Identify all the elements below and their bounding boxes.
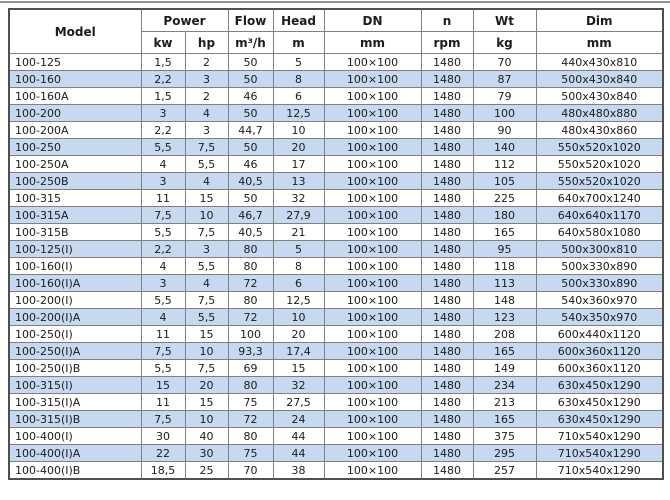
cell-dim: 480x480x880 (536, 105, 663, 122)
cell-head: 20 (273, 139, 324, 156)
cell-dim: 550x520x1020 (536, 173, 663, 190)
cell-model: 100-160(I)A (9, 275, 141, 292)
cell-flow: 80 (228, 258, 273, 275)
cell-flow: 93,3 (228, 343, 273, 360)
cell-head: 27,5 (273, 394, 324, 411)
cell-dim: 500x330x890 (536, 258, 663, 275)
cell-kg: 87 (473, 71, 536, 88)
cell-head: 27,9 (273, 207, 324, 224)
cell-kw: 7,5 (141, 411, 185, 428)
cell-dim: 550x520x1020 (536, 156, 663, 173)
table-row (9, 292, 663, 309)
cell-dim: 600x360x1120 (536, 360, 663, 377)
cell-flow: 46 (228, 156, 273, 173)
cell-dn: 100×100 (324, 292, 421, 309)
cell-dn: 100×100 (324, 411, 421, 428)
cell-dn: 100×100 (324, 462, 421, 480)
table-row (9, 360, 663, 377)
cell-kg: 165 (473, 224, 536, 241)
cell-kg: 123 (473, 309, 536, 326)
cell-head: 10 (273, 309, 324, 326)
cell-hp: 2 (185, 54, 228, 71)
cell-flow: 80 (228, 241, 273, 258)
cell-kg: 148 (473, 292, 536, 309)
header-unit-hp: hp (185, 32, 228, 54)
cell-kw: 3 (141, 105, 185, 122)
cell-kg: 213 (473, 394, 536, 411)
table-row (9, 156, 663, 173)
cell-model: 100-250(I)A (9, 343, 141, 360)
table-row (9, 462, 663, 480)
cell-kg: 180 (473, 207, 536, 224)
cell-kw: 11 (141, 394, 185, 411)
cell-kw: 4 (141, 258, 185, 275)
cell-dn: 100×100 (324, 326, 421, 343)
cell-flow: 72 (228, 411, 273, 428)
cell-hp: 10 (185, 207, 228, 224)
table-row (9, 54, 663, 71)
cell-dim: 500x430x840 (536, 88, 663, 105)
cell-flow: 72 (228, 309, 273, 326)
cell-model: 100-250(I) (9, 326, 141, 343)
header-unit-dim: mm (536, 32, 663, 54)
header-model: Model (9, 9, 141, 54)
cell-model: 100-160A (9, 88, 141, 105)
cell-flow: 44,7 (228, 122, 273, 139)
cell-dn: 100×100 (324, 445, 421, 462)
cell-rpm: 1480 (421, 173, 473, 190)
cell-kg: 208 (473, 326, 536, 343)
cell-rpm: 1480 (421, 71, 473, 88)
cell-kg: 79 (473, 88, 536, 105)
cell-kw: 5,5 (141, 292, 185, 309)
cell-rpm: 1480 (421, 105, 473, 122)
cell-model: 100-400(I)B (9, 462, 141, 480)
cell-head: 17,4 (273, 343, 324, 360)
cell-flow: 72 (228, 275, 273, 292)
cell-head: 15 (273, 360, 324, 377)
cell-kw: 1,5 (141, 54, 185, 71)
cell-flow: 50 (228, 71, 273, 88)
cell-hp: 3 (185, 71, 228, 88)
cell-head: 32 (273, 377, 324, 394)
cell-kw: 11 (141, 326, 185, 343)
header-unit-flow: m³/h (228, 32, 273, 54)
cell-dn: 100×100 (324, 309, 421, 326)
cell-model: 100-250A (9, 156, 141, 173)
cell-kg: 70 (473, 54, 536, 71)
cell-model: 100-250B (9, 173, 141, 190)
cell-hp: 30 (185, 445, 228, 462)
cell-hp: 7,5 (185, 292, 228, 309)
header-n: n (421, 9, 473, 32)
cell-model: 100-315A (9, 207, 141, 224)
cell-flow: 75 (228, 445, 273, 462)
cell-kw: 3 (141, 275, 185, 292)
cell-dn: 100×100 (324, 88, 421, 105)
header-dim: Dim (536, 9, 663, 32)
table-row (9, 275, 663, 292)
cell-head: 5 (273, 54, 324, 71)
table-row (9, 71, 663, 88)
cell-dn: 100×100 (324, 122, 421, 139)
cell-head: 38 (273, 462, 324, 480)
cell-kw: 18,5 (141, 462, 185, 480)
cell-rpm: 1480 (421, 343, 473, 360)
cell-hp: 3 (185, 122, 228, 139)
cell-head: 12,5 (273, 292, 324, 309)
cell-dim: 630x450x1290 (536, 394, 663, 411)
table-header (9, 9, 663, 54)
cell-head: 44 (273, 445, 324, 462)
cell-hp: 15 (185, 326, 228, 343)
cell-hp: 15 (185, 190, 228, 207)
header-flow: Flow (228, 9, 273, 32)
cell-kw: 15 (141, 377, 185, 394)
cell-rpm: 1480 (421, 360, 473, 377)
cell-model: 100-400(I)A (9, 445, 141, 462)
cell-head: 12,5 (273, 105, 324, 122)
cell-flow: 50 (228, 54, 273, 71)
cell-rpm: 1480 (421, 207, 473, 224)
cell-kw: 30 (141, 428, 185, 445)
cell-kw: 11 (141, 190, 185, 207)
cell-model: 100-315(I)A (9, 394, 141, 411)
table-row (9, 190, 663, 207)
cell-kg: 225 (473, 190, 536, 207)
cell-rpm: 1480 (421, 292, 473, 309)
table-row (9, 224, 663, 241)
cell-rpm: 1480 (421, 258, 473, 275)
cell-flow: 80 (228, 428, 273, 445)
cell-model: 100-250 (9, 139, 141, 156)
cell-head: 13 (273, 173, 324, 190)
table-row (9, 411, 663, 428)
cell-hp: 5,5 (185, 309, 228, 326)
cell-dim: 550x520x1020 (536, 139, 663, 156)
cell-flow: 50 (228, 139, 273, 156)
cell-kg: 118 (473, 258, 536, 275)
cell-model: 100-125 (9, 54, 141, 71)
cell-head: 8 (273, 71, 324, 88)
cell-rpm: 1480 (421, 411, 473, 428)
cell-flow: 80 (228, 292, 273, 309)
pump-spec-table (8, 8, 664, 480)
cell-model: 100-200 (9, 105, 141, 122)
cell-dn: 100×100 (324, 71, 421, 88)
cell-rpm: 1480 (421, 326, 473, 343)
cell-model: 100-315(I)B (9, 411, 141, 428)
cell-head: 8 (273, 258, 324, 275)
cell-dim: 630x450x1290 (536, 377, 663, 394)
cell-dim: 600x440x1120 (536, 326, 663, 343)
table-row (9, 326, 663, 343)
cell-kw: 5,5 (141, 224, 185, 241)
cell-head: 6 (273, 88, 324, 105)
cell-rpm: 1480 (421, 428, 473, 445)
cell-model: 100-400(I) (9, 428, 141, 445)
cell-model: 100-160(I) (9, 258, 141, 275)
cell-rpm: 1480 (421, 156, 473, 173)
cell-dim: 640x700x1240 (536, 190, 663, 207)
cell-model: 100-125(I) (9, 241, 141, 258)
table-row (9, 343, 663, 360)
cell-kw: 2,2 (141, 122, 185, 139)
cell-dn: 100×100 (324, 139, 421, 156)
cell-head: 24 (273, 411, 324, 428)
cell-hp: 4 (185, 173, 228, 190)
cell-dn: 100×100 (324, 156, 421, 173)
cell-hp: 10 (185, 411, 228, 428)
cell-flow: 100 (228, 326, 273, 343)
cell-rpm: 1480 (421, 54, 473, 71)
header-dn: DN (324, 9, 421, 32)
cell-hp: 3 (185, 241, 228, 258)
cell-dn: 100×100 (324, 190, 421, 207)
cell-dim: 500x300x810 (536, 241, 663, 258)
cell-flow: 46,7 (228, 207, 273, 224)
table-row (9, 122, 663, 139)
cell-dn: 100×100 (324, 173, 421, 190)
cell-kw: 2,2 (141, 71, 185, 88)
cell-dn: 100×100 (324, 394, 421, 411)
cell-kw: 7,5 (141, 207, 185, 224)
cell-kw: 7,5 (141, 343, 185, 360)
cell-rpm: 1480 (421, 88, 473, 105)
cell-dim: 630x450x1290 (536, 411, 663, 428)
cell-flow: 40,5 (228, 224, 273, 241)
cell-hp: 5,5 (185, 156, 228, 173)
table-row (9, 173, 663, 190)
cell-head: 44 (273, 428, 324, 445)
cell-dn: 100×100 (324, 360, 421, 377)
cell-dim: 500x330x890 (536, 275, 663, 292)
cell-kg: 295 (473, 445, 536, 462)
cell-kw: 4 (141, 156, 185, 173)
cell-head: 21 (273, 224, 324, 241)
cell-dim: 480x430x860 (536, 122, 663, 139)
cell-kg: 113 (473, 275, 536, 292)
cell-dim: 640x640x1170 (536, 207, 663, 224)
top-divider-line (0, 1, 670, 3)
cell-hp: 25 (185, 462, 228, 480)
cell-kg: 165 (473, 343, 536, 360)
cell-kg: 100 (473, 105, 536, 122)
table-row (9, 428, 663, 445)
cell-rpm: 1480 (421, 224, 473, 241)
cell-model: 100-250(I)B (9, 360, 141, 377)
cell-dim: 600x360x1120 (536, 343, 663, 360)
cell-model: 100-200(I)A (9, 309, 141, 326)
header-unit-n: rpm (421, 32, 473, 54)
cell-dim: 540x360x970 (536, 292, 663, 309)
cell-rpm: 1480 (421, 445, 473, 462)
cell-hp: 40 (185, 428, 228, 445)
cell-flow: 69 (228, 360, 273, 377)
cell-dim: 540x350x970 (536, 309, 663, 326)
cell-rpm: 1480 (421, 462, 473, 480)
cell-dn: 100×100 (324, 207, 421, 224)
cell-dn: 100×100 (324, 343, 421, 360)
cell-hp: 7,5 (185, 360, 228, 377)
cell-kg: 257 (473, 462, 536, 480)
header-power: Power (141, 9, 228, 32)
cell-kg: 375 (473, 428, 536, 445)
cell-hp: 2 (185, 88, 228, 105)
table-row (9, 377, 663, 394)
cell-kg: 149 (473, 360, 536, 377)
cell-dim: 710x540x1290 (536, 445, 663, 462)
table-row (9, 241, 663, 258)
cell-model: 100-200A (9, 122, 141, 139)
cell-kg: 234 (473, 377, 536, 394)
table-row (9, 105, 663, 122)
cell-dn: 100×100 (324, 377, 421, 394)
cell-dn: 100×100 (324, 241, 421, 258)
table-row (9, 207, 663, 224)
cell-head: 5 (273, 241, 324, 258)
table-row (9, 88, 663, 105)
cell-flow: 46 (228, 88, 273, 105)
cell-kw: 5,5 (141, 139, 185, 156)
cell-model: 100-160 (9, 71, 141, 88)
cell-flow: 80 (228, 377, 273, 394)
table-row (9, 139, 663, 156)
cell-dn: 100×100 (324, 258, 421, 275)
cell-kw: 3 (141, 173, 185, 190)
cell-model: 100-315 (9, 190, 141, 207)
cell-rpm: 1480 (421, 309, 473, 326)
cell-kg: 165 (473, 411, 536, 428)
cell-hp: 7,5 (185, 139, 228, 156)
table-row (9, 445, 663, 462)
cell-dim: 440x430x810 (536, 54, 663, 71)
cell-kw: 2,2 (141, 241, 185, 258)
table-row (9, 394, 663, 411)
cell-head: 10 (273, 122, 324, 139)
header-wt: Wt (473, 9, 536, 32)
cell-dn: 100×100 (324, 224, 421, 241)
cell-dim: 710x540x1290 (536, 428, 663, 445)
cell-kw: 4 (141, 309, 185, 326)
cell-dim: 710x540x1290 (536, 462, 663, 480)
cell-rpm: 1480 (421, 139, 473, 156)
cell-dim: 640x580x1080 (536, 224, 663, 241)
cell-hp: 4 (185, 275, 228, 292)
header-unit-wt: kg (473, 32, 536, 54)
cell-hp: 5,5 (185, 258, 228, 275)
cell-hp: 20 (185, 377, 228, 394)
cell-flow: 75 (228, 394, 273, 411)
cell-hp: 4 (185, 105, 228, 122)
spec-table-body (9, 54, 663, 480)
cell-dn: 100×100 (324, 275, 421, 292)
header-head: Head (273, 9, 324, 32)
header-unit-dn: mm (324, 32, 421, 54)
cell-rpm: 1480 (421, 122, 473, 139)
table-row (9, 258, 663, 275)
cell-rpm: 1480 (421, 275, 473, 292)
cell-kg: 140 (473, 139, 536, 156)
cell-kg: 112 (473, 156, 536, 173)
cell-head: 6 (273, 275, 324, 292)
cell-rpm: 1480 (421, 190, 473, 207)
cell-head: 20 (273, 326, 324, 343)
header-row-top (9, 9, 663, 32)
cell-head: 32 (273, 190, 324, 207)
cell-rpm: 1480 (421, 377, 473, 394)
cell-dim: 500x430x840 (536, 71, 663, 88)
cell-rpm: 1480 (421, 394, 473, 411)
cell-flow: 50 (228, 105, 273, 122)
cell-kg: 105 (473, 173, 536, 190)
cell-kg: 95 (473, 241, 536, 258)
cell-flow: 50 (228, 190, 273, 207)
cell-hp: 7,5 (185, 224, 228, 241)
header-unit-head: m (273, 32, 324, 54)
cell-dn: 100×100 (324, 428, 421, 445)
cell-model: 100-315B (9, 224, 141, 241)
cell-head: 17 (273, 156, 324, 173)
cell-model: 100-315(I) (9, 377, 141, 394)
cell-flow: 40,5 (228, 173, 273, 190)
cell-rpm: 1480 (421, 241, 473, 258)
cell-dn: 100×100 (324, 54, 421, 71)
cell-kw: 1,5 (141, 88, 185, 105)
cell-hp: 15 (185, 394, 228, 411)
cell-kg: 90 (473, 122, 536, 139)
header-unit-kw: kw (141, 32, 185, 54)
table-row (9, 309, 663, 326)
cell-dn: 100×100 (324, 105, 421, 122)
cell-flow: 70 (228, 462, 273, 480)
cell-kw: 5,5 (141, 360, 185, 377)
cell-kw: 22 (141, 445, 185, 462)
cell-model: 100-200(I) (9, 292, 141, 309)
cell-hp: 10 (185, 343, 228, 360)
